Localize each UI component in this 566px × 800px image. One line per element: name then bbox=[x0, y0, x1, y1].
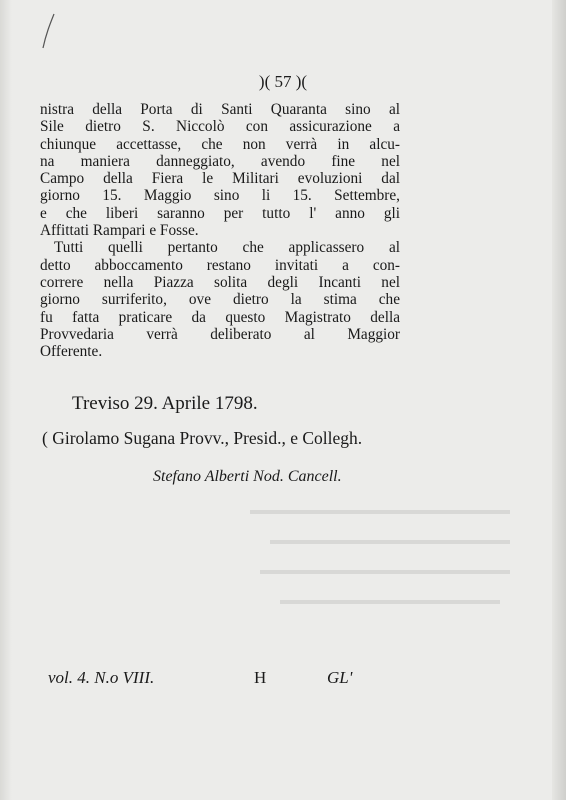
text-line: giorno surriferito, ove dietro la stima che bbox=[40, 291, 400, 309]
page-gutter bbox=[0, 0, 12, 800]
page-edge-shadow bbox=[552, 0, 566, 800]
text-line: Provvedaria verrà deliberato al Maggior bbox=[40, 325, 400, 343]
chancellor-line: Stefano Alberti Nod. Cancell. bbox=[153, 468, 342, 485]
text-line: e che liberi saranno per tutto l' anno gli bbox=[40, 204, 400, 222]
text-line: Offerente. bbox=[40, 343, 103, 361]
signature-mark: H bbox=[254, 668, 267, 687]
text-line: Sile dietro S. Niccolò con assicurazione a bbox=[40, 118, 400, 136]
page-number: )( 57 )( bbox=[258, 72, 308, 91]
text-line: chiunque accettasse, che non verrà in alcu- bbox=[40, 135, 400, 153]
text-line: detto abboccamento restano invitati a con- bbox=[40, 256, 400, 274]
bleed-through-shadow bbox=[250, 500, 530, 650]
text-line: Tutti quelli pertanto che applicassero al bbox=[54, 239, 400, 257]
text-line: correre nella Piazza solita degli Incanti nel bbox=[40, 273, 400, 291]
body-text bbox=[40, 101, 400, 360]
text-line: na maniera danneggiato, avendo fine nel bbox=[40, 152, 400, 170]
date-line: Treviso 29. Aprile 1798. bbox=[72, 393, 258, 414]
pencil-mark bbox=[40, 12, 60, 52]
text-line: Affittati Rampari e Fosse. bbox=[40, 222, 199, 240]
text-line: fu fatta praticare da questo Magistrato della bbox=[40, 308, 400, 326]
catchword: GL' bbox=[327, 668, 353, 687]
signatory-line: ( Girolamo Sugana Provv., Presid., e Collegh. bbox=[42, 428, 363, 448]
text-line: Campo della Fiera le Militari evoluzioni dal bbox=[40, 170, 400, 188]
volume-mark: vol. 4. N.o VIII. bbox=[48, 668, 155, 687]
text-line: nistra della Porta di Santi Quaranta sino al bbox=[40, 101, 400, 118]
text-line: giorno 15. Maggio sino li 15. Settembre, bbox=[40, 187, 400, 205]
